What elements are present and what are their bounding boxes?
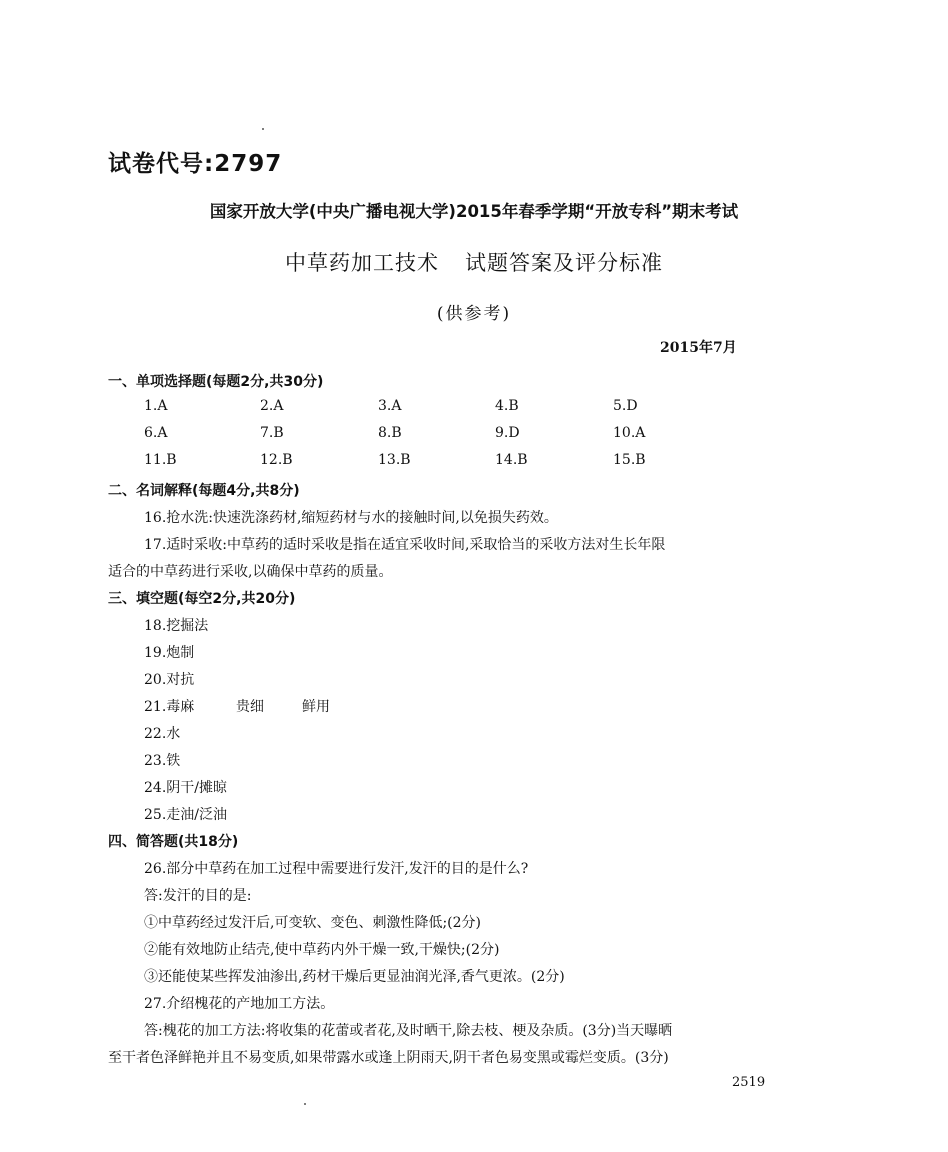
section1-title: 一、单项选择题(每题2分,共30分) (108, 374, 324, 390)
section2-title: 二、名词解释(每题4分,共8分) (108, 483, 300, 499)
term-17-line1: 17.适时采收:中草药的适时采收是指在适宜采收时间,采取恰当的采收方法对生长年限 (144, 537, 666, 553)
mc-answer: 10.A (613, 425, 646, 441)
scan-speck (304, 1103, 306, 1105)
answer-27-line1: 答:槐花的加工方法:将收集的花蕾或者花,及时晒干,除去枝、梗及杂质。(3分)当天曝晒 (144, 1023, 673, 1039)
term-16: 16.抢水洗:快速洗涤药材,缩短药材与水的接触时间,以免损失药效。 (144, 510, 558, 526)
question-26: 26.部分中草药在加工过程中需要进行发汗,发汗的目的是什么? (144, 861, 529, 877)
exam-title: 国家开放大学(中央广播电视大学)2015年春季学期“开放专科”期末考试 (209, 202, 739, 221)
mc-answer: 13.B (378, 452, 411, 468)
fill-21b: 贵细 (236, 699, 264, 715)
mc-answer: 6.A (144, 425, 168, 441)
mc-answer: 14.B (495, 452, 528, 468)
mc-answer: 8.B (378, 425, 402, 441)
mc-answer: 4.B (495, 398, 519, 414)
reference-note: (供参考) (436, 304, 512, 324)
mc-answer: 15.B (613, 452, 646, 468)
answer-26-intro: 答:发汗的目的是: (144, 888, 252, 904)
mc-answer: 12.B (260, 452, 293, 468)
mc-answer: 1.A (144, 398, 168, 414)
fill-23: 23.铁 (144, 753, 181, 769)
question-27: 27.介绍槐花的产地加工方法。 (144, 996, 335, 1012)
fill-21c: 鲜用 (302, 699, 330, 715)
fill-20: 20.对抗 (144, 672, 195, 688)
mc-answer: 11.B (144, 452, 177, 468)
answer-26-point1: ①中草药经过发汗后,可变软、变色、刺激性降低;(2分) (144, 915, 481, 931)
section3-title: 三、填空题(每空2分,共20分) (108, 591, 296, 607)
mc-answer: 7.B (260, 425, 284, 441)
mc-answer: 5.D (613, 398, 638, 414)
subject-suffix: 试题答案及评分标准 (465, 251, 663, 275)
subject-title (0, 247, 948, 277)
paper-code: 试卷代号:2797 (108, 151, 283, 177)
mc-answer: 2.A (260, 398, 284, 414)
answer-26-point3: ③还能使某些挥发油渗出,药材干燥后更显油润光泽,香气更浓。(2分) (144, 969, 565, 985)
fill-22: 22.水 (144, 726, 181, 742)
mc-answer: 9.D (495, 425, 520, 441)
fill-19: 19.炮制 (144, 645, 195, 661)
exam-date: 2015年7月 (660, 340, 737, 356)
subject-name: 中草药加工技术 (285, 251, 439, 275)
fill-25: 25.走油/泛油 (144, 807, 227, 823)
term-17-line2: 适合的中草药进行采收,以确保中草药的质量。 (108, 564, 393, 580)
fill-18: 18.挖掘法 (144, 618, 209, 634)
scan-speck (262, 128, 264, 130)
mc-answer: 3.A (378, 398, 402, 414)
answer-26-point2: ②能有效地防止结壳,使中草药内外干燥一致,干燥快;(2分) (144, 942, 500, 958)
section4-title: 四、简答题(共18分) (108, 834, 239, 850)
fill-21a: 21.毒麻 (144, 699, 195, 715)
answer-27-line2: 至干者色泽鲜艳并且不易变质,如果带露水或逢上阴雨天,阴干者色易变黑或霉烂变质。(3分) (108, 1050, 669, 1066)
fill-24: 24.阴干/摊晾 (144, 780, 227, 796)
page-number: 2519 (732, 1075, 766, 1090)
